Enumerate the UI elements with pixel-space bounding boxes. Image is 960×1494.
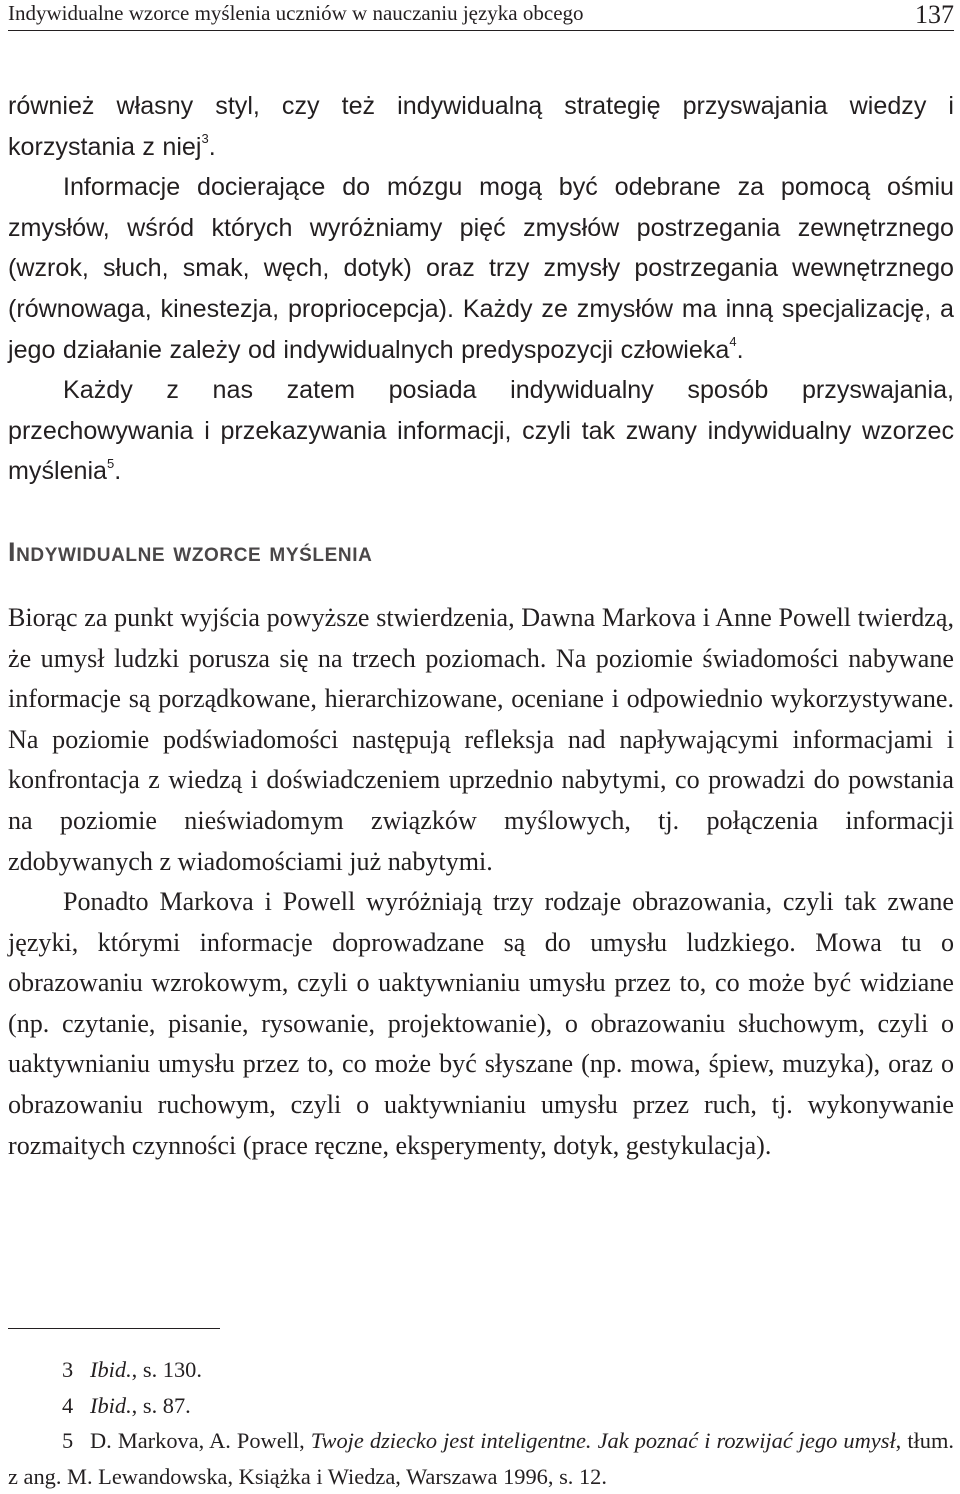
footnote-authors: D. Markova, A. Powell, [90,1428,311,1453]
footnote-3 [8,1352,954,1388]
footnote-ibid: Ibid. [90,1392,132,1418]
paragraph-senses [8,167,954,370]
footnote-separator [8,1328,220,1329]
page-number: 137 [915,0,954,29]
paragraph-imagery: Ponadto Markova i Powell wyróżniają trzy rodzaje obrazowania, czyli tak zwane języki, którymi informacje doprowadzane są do umysłu ludzkiego. Mowa tu o obrazowaniu wzrokowym, czyli o uaktywnianiu umysłu przez to, co może być widziane (np. czytanie, pisanie, rysowanie, projektowanie), o obrazowaniu słuchowym, czyli o uaktywnianiu umysłu przez to, co może być słyszane (np. mowa, śpiew, muzyka), oraz o obrazowaniu ruchowym, czyli o uaktywnianiu umysłu przez ruch, tj. wykonywanie rozmaitych czynności (prace ręczne, eksperymenty, dotyk, gestykulacja). [8,887,954,1160]
footnote-number: 3 [62,1357,74,1382]
footnote-text: , s. 130. [131,1357,202,1382]
running-header [8,0,954,31]
paragraph-text: Informacje docierające do mózgu mogą być odebrane za pomocą ośmiu zmysłów, wśród których wyróżniamy pięć zmysłów postrzegania zewnętrznego (wzrok, słuch, smak, węch, dotyk) oraz trzy zmysły postrzegania wewnętrznego (równowaga, kinestezja, propriocepcja). Każdy ze zmysłów ma inną specjalizację, a jego działanie zależy od indywidualnych predyspozycji człowieka [8,173,954,364]
paragraph-levels: Biorąc za punkt wyjścia powyższe stwierdzenia, Dawna Markova i Anne Powell twierdzą, że umysł ludzki porusza się na trzech poziomach. Na poziomie świadomości nabywane informacje są porządkowane, hierarchizowane, oceniane i odpowiednio wykorzystywane. Na poziomie podświadomości następują refleksja nad napływającymi informacjami i konfrontacja z wiedzą i doświadczeniem uprzednio nabytymi, co prowadzi do powstania na poziomie nieświadomym związków myślowych, tj. połączenia informacji zdobywanych z wiadomościami już nabytymi. [8,602,954,876]
footnote-4 [8,1388,954,1424]
punctuation: . [114,457,122,486]
footnote-text: , tłum. z ang. M. Lewandowska, Książka i Wiedza, Warszawa 1996, s. 12. [8,1428,954,1489]
footnotes [8,1352,954,1494]
footnote-number: 4 [62,1392,74,1418]
footnote-ibid: Ibid. [90,1357,132,1382]
running-title: Indywidualne wzorce myślenia uczniów w nauczaniu języka obcego [8,1,584,25]
footnote-ref: 3 [201,131,209,147]
footnote-ref: 5 [107,455,115,471]
footnote-number: 5 [62,1428,74,1453]
paragraph-continuation [8,86,954,167]
paragraph-text: Każdy z nas zatem posiada indywidualny sposób przyswajania, przechowywania i przekazywania informacji, czyli tak zwany indywidualny wzorzec myślenia [8,376,954,486]
footnote-ref: 4 [729,334,737,350]
paragraph-text: również własny styl, czy też indywidualną strategię przyswajania wiedzy i korzystania z niej [8,92,954,161]
paragraph-thinking-pattern [8,370,954,492]
footnote-text: , s. 87. [131,1392,191,1418]
footnote-5 [8,1423,954,1494]
main-text [8,86,954,1166]
footnote-book-title: Twoje dziecko jest inteligentne. Jak poznać i rozwijać jego umysł [310,1428,896,1453]
section-heading: Indywidualne wzorce myślenia [8,536,373,567]
punctuation: . [736,335,744,364]
punctuation: . [208,132,216,161]
